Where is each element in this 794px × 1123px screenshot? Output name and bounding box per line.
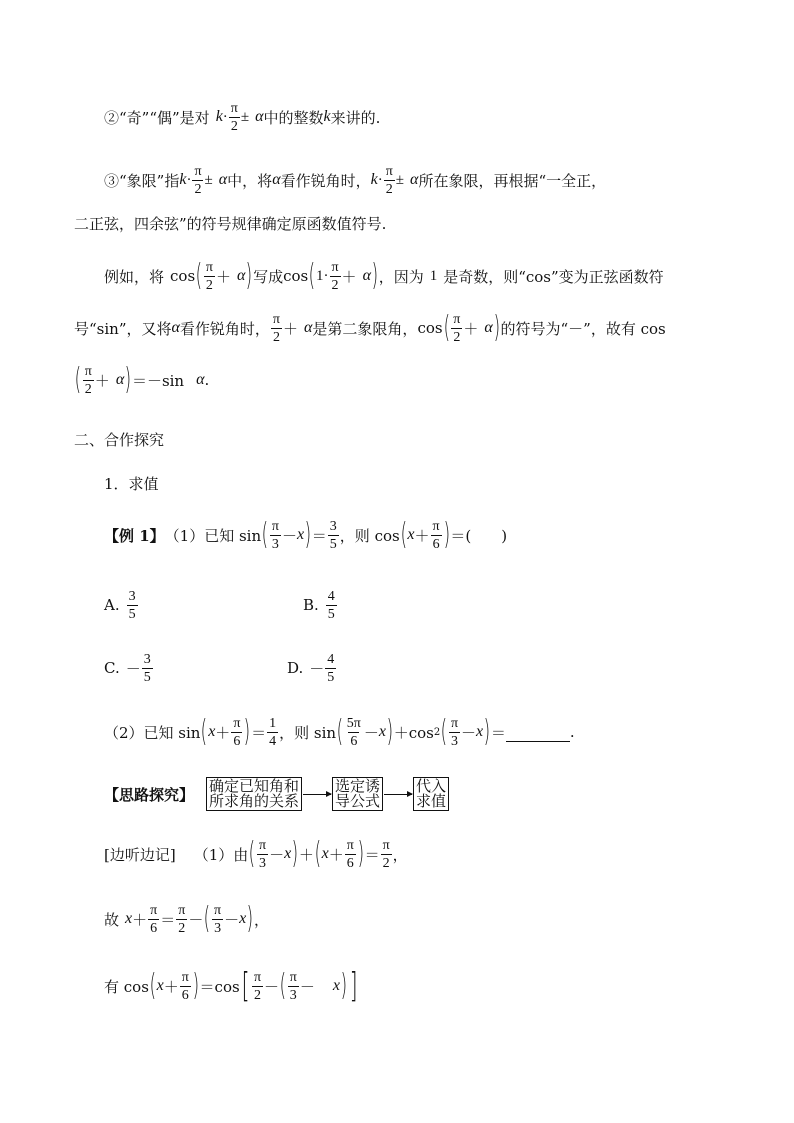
one: 1 xyxy=(315,267,324,284)
left-paren: ( xyxy=(336,714,344,749)
left-paren: ( xyxy=(149,968,156,1003)
option-b-label: B. xyxy=(303,596,319,614)
cos-word: cos xyxy=(417,319,443,337)
equals: ＝ xyxy=(490,723,506,742)
right-paren: ) xyxy=(443,517,450,552)
option-d-sign: － xyxy=(309,659,325,678)
example-line2a: 号“sin”，又将 xyxy=(74,319,172,338)
item2-prefix: ②“奇”“偶”是对 xyxy=(104,108,210,127)
ex1-part2 xyxy=(104,712,575,752)
minus: － xyxy=(281,526,297,545)
subsection-title xyxy=(104,463,159,503)
option-a-label: A. xyxy=(104,596,120,614)
fraction-pi-over-3: $\frac{\pi}{3}$ xyxy=(271,518,279,552)
example-line2b: 看作锐角时， xyxy=(179,319,270,338)
fraction-pi-over-6: $\frac{\pi}{6}$ xyxy=(432,518,440,552)
option-c xyxy=(104,648,154,688)
right-paren: ) xyxy=(493,310,500,345)
ex1-question xyxy=(104,515,507,555)
var-alpha: α xyxy=(255,108,264,125)
arrow-icon xyxy=(384,794,412,795)
var-x: x xyxy=(284,845,292,862)
part2-then: ，则 sin xyxy=(279,723,337,742)
left-paren: ( xyxy=(201,714,208,749)
example-line2d: 的符号为“－”，故有 cos xyxy=(500,319,666,338)
left-bracket: [ xyxy=(241,966,250,1006)
equals: ＝ xyxy=(364,845,380,864)
notes-label: [边听边记] xyxy=(104,845,176,864)
right-paren: ) xyxy=(244,714,251,749)
fraction-pi-over-2: $\frac{\pi}{2}$ xyxy=(253,969,262,1003)
option-b-fraction: $\frac{4}{5}$ xyxy=(327,588,335,622)
fraction-1-over-4: $\frac{1}{4}$ xyxy=(269,715,277,749)
plus-cos: ＋cos xyxy=(393,723,434,742)
left-paren: ( xyxy=(440,714,448,749)
option-d-label: D. xyxy=(287,659,304,677)
equals: ＝ xyxy=(311,526,327,545)
right-paren: ) xyxy=(246,901,254,936)
right-paren: ) xyxy=(386,714,394,749)
left-paren: ( xyxy=(314,836,322,871)
right-paren: ) xyxy=(340,968,348,1003)
num-one: 1 xyxy=(429,267,438,284)
var-alpha: α xyxy=(171,319,180,336)
plus: ＋ xyxy=(94,371,110,390)
option-b xyxy=(303,585,338,625)
dot: · xyxy=(222,108,228,125)
cos-word: cos xyxy=(283,267,309,285)
ex1-part1: （1）已知 sin xyxy=(164,526,262,545)
minus: － xyxy=(269,845,285,864)
plus: ＋ xyxy=(215,267,231,286)
section2-title: 二、合作探究 xyxy=(74,430,165,449)
left-paren: ( xyxy=(74,362,82,397)
square-exponent: 2 xyxy=(433,726,441,738)
notes-line1: [边听边记] （1）由 ( $\frac{\pi}{3}$ － x ) ＋ ( x ＋ $\frac{\pi}{6}$ ) ＝ $\frac{\pi}{2}$ ， xyxy=(104,836,408,871)
right-paren: ) xyxy=(192,968,199,1003)
equals: ＝ xyxy=(251,723,267,742)
thinking-label: 【思路探究】 xyxy=(104,785,195,804)
flow-box-relation: 确定已知角和 所求角的关系 xyxy=(206,777,302,811)
option-c-sign: － xyxy=(125,659,141,678)
item2-mid: 中的整数 xyxy=(263,108,324,127)
fraction-pi-over-6: $\frac{\pi}{6}$ xyxy=(346,837,354,871)
fraction-pi-over-2: $\frac{\pi}{2}$ xyxy=(382,837,390,871)
right-paren: ) xyxy=(124,362,132,397)
var-x: x xyxy=(321,845,329,862)
left-paren: ( xyxy=(261,517,269,552)
plus: ＋ xyxy=(163,977,179,996)
var-alpha: α xyxy=(484,319,493,336)
plus: ＋ xyxy=(463,319,479,338)
ex1-label: 【例 1】 xyxy=(104,526,165,545)
left-paren: ( xyxy=(400,517,407,552)
dot: · xyxy=(377,171,383,188)
example-line1 xyxy=(104,256,664,296)
example-line2c: 是第二象限角， xyxy=(312,319,418,338)
fraction-pi-over-3: $\frac{\pi}{3}$ xyxy=(214,902,222,936)
var-x: x xyxy=(378,723,386,740)
var-alpha: α xyxy=(115,371,125,388)
var-k: k xyxy=(215,108,223,125)
plus-minus: ± xyxy=(240,108,250,125)
fraction-pi-over-2: $\frac{\pi}{2}$ xyxy=(385,163,393,197)
item2-line xyxy=(104,97,380,137)
cos-equals: ＝cos xyxy=(199,977,240,996)
var-x: x xyxy=(407,526,415,543)
right-paren: ) xyxy=(371,258,379,293)
plus: ＋ xyxy=(132,910,148,929)
notes-line3 xyxy=(104,966,359,1006)
plus: ＋ xyxy=(341,267,357,286)
plus: ＋ xyxy=(298,845,314,864)
minus: － xyxy=(299,977,315,996)
written-as: 写成 xyxy=(253,267,284,286)
fraction-pi-over-2: $\frac{\pi}{2}$ xyxy=(453,311,461,345)
fraction-pi-over-2: $\frac{\pi}{2}$ xyxy=(230,100,238,134)
var-k2: k xyxy=(323,108,331,125)
example-line3 xyxy=(74,360,209,400)
because: ，因为 xyxy=(378,267,424,286)
var-alpha: α xyxy=(236,267,246,284)
left-paren: ( xyxy=(248,836,256,871)
right-bracket: ] xyxy=(349,966,358,1006)
notes-have: 有 cos xyxy=(104,977,149,996)
plus: ＋ xyxy=(414,526,430,545)
plus: ＋ xyxy=(328,845,344,864)
fraction-pi-over-2: $\frac{\pi}{2}$ xyxy=(272,311,280,345)
item3-prefix: ③“象限”指 xyxy=(104,171,180,190)
notes-part1: （1）由 xyxy=(193,845,249,864)
right-paren: ) xyxy=(304,517,312,552)
fraction-pi-over-3: $\frac{\pi}{3}$ xyxy=(258,837,267,871)
answer-blank xyxy=(506,723,570,742)
item2-suffix: 来讲的. xyxy=(330,108,381,127)
var-k: k xyxy=(179,171,187,188)
minus: － xyxy=(224,910,240,929)
left-paren: ( xyxy=(195,258,203,293)
var-x: x xyxy=(125,910,133,927)
part2-end: . xyxy=(569,723,575,741)
item3-line2-text: 二正弦，四余弦”的符号规律确定原函数值符号. xyxy=(74,214,387,233)
var-alpha: α xyxy=(272,171,281,188)
item3-line2 xyxy=(74,203,386,243)
var-alpha: α xyxy=(304,319,313,336)
fraction-pi-over-6: $\frac{\pi}{6}$ xyxy=(233,715,241,749)
minus: － xyxy=(461,723,477,742)
thinking-flow xyxy=(104,774,449,814)
right-paren: ) xyxy=(246,258,253,293)
option-d xyxy=(287,648,337,688)
example-line2 xyxy=(74,308,666,348)
var-x: x xyxy=(476,723,484,740)
option-d-fraction: $\frac{4}{5}$ xyxy=(327,651,335,685)
right-paren: ) xyxy=(291,836,299,871)
var-x: x xyxy=(156,977,164,994)
var-x: x xyxy=(208,723,216,740)
item3-mid3: 所在象限，再根据“一全正， xyxy=(418,171,607,190)
item3-mid2: 看作锐角时， xyxy=(280,171,371,190)
var-x: x xyxy=(296,526,305,543)
right-paren: ) xyxy=(357,836,364,871)
left-paren: ( xyxy=(279,968,287,1003)
item3-line1 xyxy=(104,160,606,200)
item3-mid1: 中，将 xyxy=(227,171,273,190)
dot: · xyxy=(186,171,192,188)
arrow-icon xyxy=(303,794,331,795)
fraction-pi-over-2: $\frac{\pi}{2}$ xyxy=(331,259,339,293)
section-title xyxy=(74,419,164,459)
period: . xyxy=(204,371,210,389)
minus: － xyxy=(363,723,379,742)
fraction-pi-over-2: $\frac{\pi}{2}$ xyxy=(178,902,186,936)
fraction-pi-over-3: $\frac{\pi}{3}$ xyxy=(289,969,297,1003)
minus: － xyxy=(264,977,280,996)
answer-paren: ＝( ) xyxy=(450,526,508,545)
left-paren: ( xyxy=(203,901,211,936)
notes-line2: 故 x ＋ $\frac{\pi}{6}$ ＝ $\frac{\pi}{2}$ － ( $\frac{\pi}{3}$ － x ) ， xyxy=(104,901,269,936)
option-c-fraction: $\frac{3}{5}$ xyxy=(143,651,151,685)
var-alpha: α xyxy=(196,371,205,388)
part2-prefix: （2）已知 sin xyxy=(104,723,201,742)
plus: ＋ xyxy=(215,723,231,742)
eq-neg-sin: ＝－sin xyxy=(131,371,185,390)
var-alpha: α xyxy=(362,267,371,284)
var-k: k xyxy=(370,171,378,188)
dot: · xyxy=(323,267,329,284)
left-paren: ( xyxy=(308,258,316,293)
var-x: x xyxy=(239,910,247,927)
right-paren: ) xyxy=(483,714,491,749)
var-x: x xyxy=(332,977,340,994)
var-alpha: α xyxy=(410,171,419,188)
flow-box-evaluate: 代入 求值 xyxy=(413,777,449,811)
sub1-title: 1．求值 xyxy=(104,474,159,493)
fraction-pi-over-2: $\frac{\pi}{2}$ xyxy=(194,163,202,197)
left-paren: ( xyxy=(443,310,450,345)
equals: ＝ xyxy=(160,910,176,929)
flow-box-formula: 选定诱 导公式 xyxy=(332,777,383,811)
minus: － xyxy=(188,910,204,929)
fraction-3-over-5: $\frac{3}{5}$ xyxy=(329,518,337,552)
option-c-label: C. xyxy=(104,659,120,677)
fraction-pi-over-3: $\frac{\pi}{3}$ xyxy=(450,715,459,749)
notes-so: 故 xyxy=(104,910,120,929)
var-alpha: α xyxy=(218,171,228,188)
fraction-5pi-over-6: $\frac{5\pi}{6}$ xyxy=(346,715,361,749)
fraction-pi-over-2: $\frac{\pi}{2}$ xyxy=(84,363,92,397)
cos-word: cos xyxy=(170,267,196,285)
fraction-pi-over-2: $\frac{\pi}{2}$ xyxy=(205,259,213,293)
plus-minus: ± xyxy=(395,171,405,188)
plus-minus: ± xyxy=(204,171,213,188)
fraction-pi-over-6: $\frac{\pi}{6}$ xyxy=(150,902,158,936)
example-p1: 例如，将 xyxy=(104,267,165,286)
fraction-pi-over-6: $\frac{\pi}{6}$ xyxy=(181,969,189,1003)
is-odd: 是奇数，则“cos”变为正弦函数符 xyxy=(443,267,664,286)
option-a xyxy=(104,585,139,625)
then: ，则 cos xyxy=(339,526,400,545)
plus: ＋ xyxy=(283,319,299,338)
option-a-fraction: $\frac{3}{5}$ xyxy=(128,588,136,622)
